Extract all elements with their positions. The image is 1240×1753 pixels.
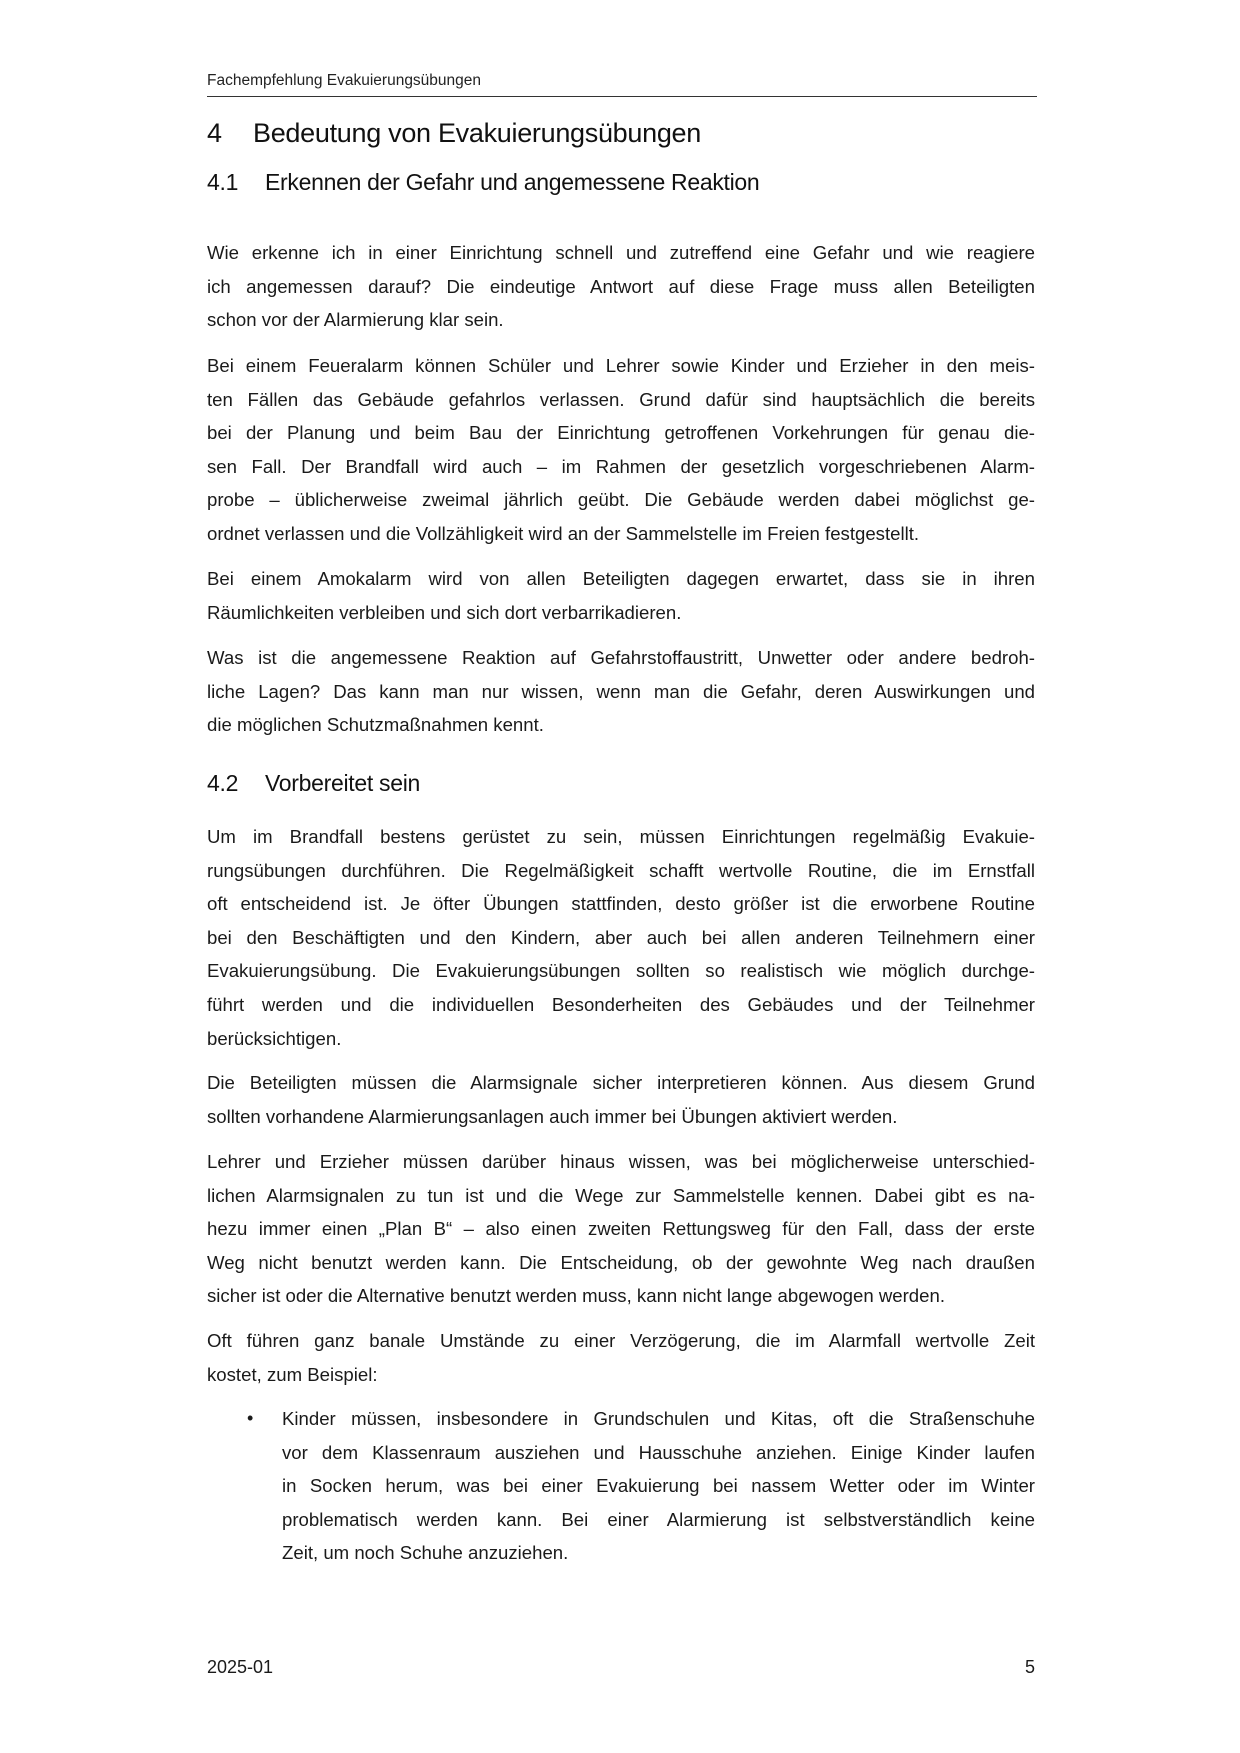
paragraph (207, 349, 1035, 551)
text-line: Räumlichkeiten verbleiben und sich dort verbarrikadieren. (207, 601, 682, 623)
text-line: berücksichtigen. (207, 1027, 342, 1049)
text-line: bei der Planung und beim Bau der Einrichtung getroffenen Vorkehrungen für genau die- (207, 422, 1035, 444)
footer-page-number: 5 (1024, 1657, 1035, 1677)
section-title: Erkennen der Gefahr und angemessene Reaktion (265, 169, 760, 195)
text-line: kostet, zum Beispiel: (207, 1363, 378, 1385)
text-line: liche Lagen? Das kann man nur wissen, wenn man die Gefahr, deren Auswirkungen und (207, 680, 1035, 702)
paragraph (207, 1145, 1035, 1313)
chapter-number: 4 (207, 118, 222, 148)
text-line: Evakuierungsübung. Die Evakuierungsübungen sollten so realistisch wie möglich durchge- (207, 960, 1035, 982)
section-number: 4.2 (207, 770, 239, 796)
chapter-heading (207, 118, 701, 149)
text-line: schon vor der Alarmierung klar sein. (207, 309, 504, 331)
text-line: Was ist die angemessene Reaktion auf Gefahrstoffaustritt, Unwetter oder andere bedroh- (207, 647, 1035, 668)
paragraph (207, 562, 1035, 629)
bullet-icon: • (247, 1408, 254, 1428)
text-line: rungsübungen durchführen. Die Regelmäßigkeit schafft wertvolle Routine, die im Ernstfall (207, 859, 1035, 881)
text-line: Um im Brandfall bestens gerüstet zu sein, müssen Einrichtungen regelmäßig Evakuie- (207, 826, 1035, 847)
chapter-title: Bedeutung von Evakuierungsübungen (253, 118, 701, 148)
text-line: in Socken herum, was bei einer Evakuierung bei nassem Wetter oder im Winter (282, 1475, 1035, 1497)
section-heading-4-1 (207, 169, 759, 196)
text-line: Wie erkenne ich in einer Einrichtung schnell und zutreffend eine Gefahr und wie reagiere (207, 242, 1035, 263)
text-line: hezu immer einen „Plan B“ – also einen zweiten Rettungsweg für den Fall, dass der erste (207, 1218, 1035, 1240)
text-line: sen Fall. Der Brandfall wird auch – im Rahmen der gesetzlich vorgeschriebenen Alarm- (207, 455, 1035, 477)
section-number: 4.1 (207, 169, 239, 195)
paragraph (207, 236, 1035, 337)
paragraph (207, 1324, 1035, 1391)
text-line: Zeit, um noch Schuhe anzuziehen. (282, 1542, 569, 1564)
text-line: Lehrer und Erzieher müssen darüber hinaus wissen, was bei möglicherweise unterschied- (207, 1151, 1035, 1172)
paragraph (207, 641, 1035, 742)
text-line: die möglichen Schutzmaßnahmen kennt. (207, 714, 544, 736)
section-heading-4-2 (207, 770, 420, 797)
bullet-item-text (282, 1402, 1035, 1570)
text-line: Kinder müssen, insbesondere in Grundschulen und Kitas, oft die Straßenschuhe (282, 1408, 1035, 1429)
text-line: Weg nicht benutzt werden kann. Die Entscheidung, ob der gewohnte Weg nach draußen (207, 1251, 1035, 1273)
text-line: Bei einem Feueralarm können Schüler und Lehrer sowie Kinder und Erzieher in den meis- (207, 355, 1035, 376)
text-line: ten Fällen das Gebäude gefahrlos verlassen. Grund dafür sind hauptsächlich die bereits (207, 388, 1035, 410)
text-line: sollten vorhandene Alarmierungsanlagen auch immer bei Übungen aktiviert werden. (207, 1105, 898, 1127)
text-line: Bei einem Amokalarm wird von allen Beteiligten dagegen erwartet, dass sie in ihren (207, 568, 1035, 589)
text-line: führt werden und die individuellen Besonderheiten des Gebäudes und der Teilnehmer (207, 993, 1035, 1015)
paragraph (207, 820, 1035, 1055)
running-header: Fachempfehlung Evakuierungsübungen (207, 72, 1037, 97)
text-line: Oft führen ganz banale Umstände zu einer Verzögerung, die im Alarmfall wertvolle Zeit (207, 1330, 1035, 1351)
text-line: vor dem Klassenraum ausziehen und Hausschuhe anziehen. Einige Kinder laufen (282, 1441, 1035, 1463)
footer-edition: 2025-01 (207, 1657, 274, 1677)
text-line: ich angemessen darauf? Die eindeutige Antwort auf diese Frage muss allen Beteiligten (207, 275, 1035, 297)
text-line: bei den Beschäftigten und den Kindern, aber auch bei allen anderen Teilnehmern einer (207, 926, 1035, 948)
text-line: Die Beteiligten müssen die Alarmsignale sicher interpretieren können. Aus diesem Grund (207, 1072, 1035, 1093)
text-line: oft entscheidend ist. Je öfter Übungen stattfinden, desto größer ist die erworbene Routine (207, 893, 1035, 915)
text-line: lichen Alarmsignalen zu tun ist und die Wege zur Sammelstelle kennen. Dabei gibt es na- (207, 1184, 1035, 1206)
text-line: probe – üblicherweise zweimal jährlich geübt. Die Gebäude werden dabei möglichst ge- (207, 489, 1035, 511)
section-title: Vorbereitet sein (265, 770, 421, 796)
text-line: ordnet verlassen und die Vollzähligkeit wird an der Sammelstelle im Freien festgestellt. (207, 522, 920, 544)
text-line: problematisch werden kann. Bei einer Alarmierung ist selbstverständlich keine (282, 1508, 1035, 1530)
text-line: sicher ist oder die Alternative benutzt werden muss, kann nicht lange abgewogen werden. (207, 1285, 945, 1307)
paragraph (207, 1066, 1035, 1133)
